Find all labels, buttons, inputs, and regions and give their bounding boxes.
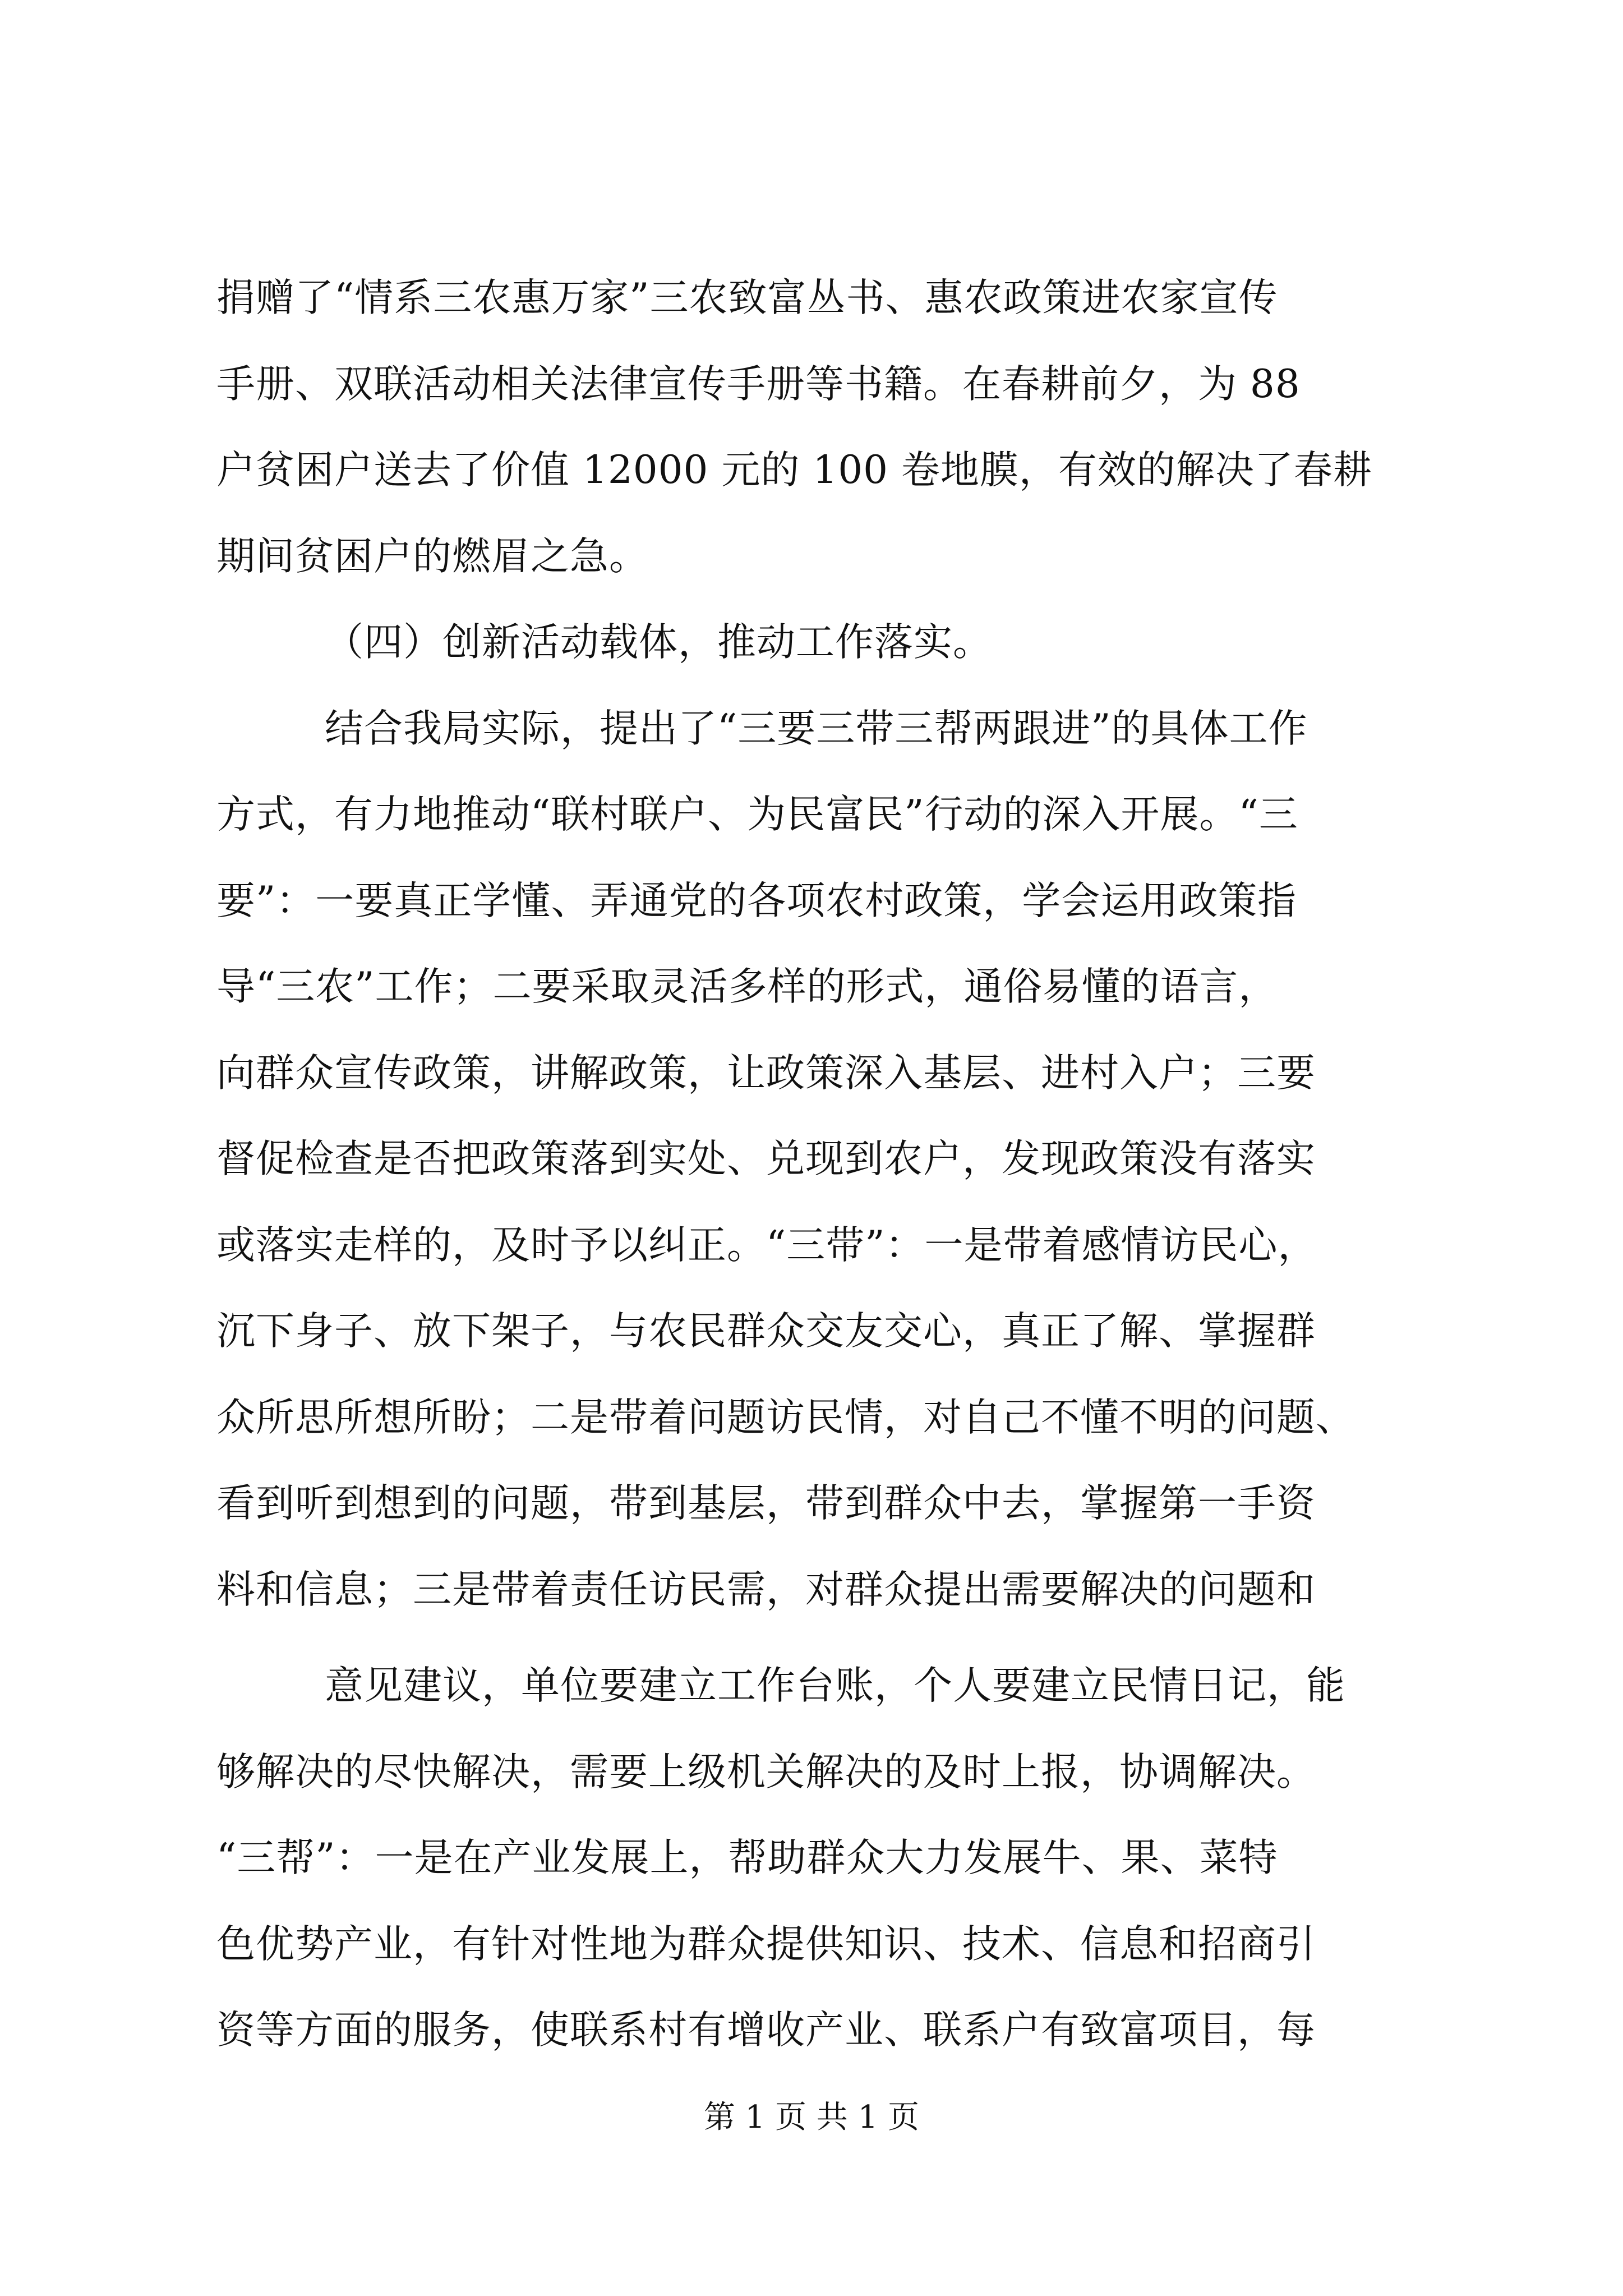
text-line: 结合我局实际，提出了“三要三带三帮两跟进”的具体工作 [325,706,1308,751]
text-line: 户贫困户送去了价值 12000 元的 100 卷地膜，有效的解决了春耕 [216,448,1372,493]
section-heading: （四）创新活动载体，推动工作落实。 [325,620,992,665]
text-line: 够解决的尽快解决，需要上级机关解决的及时上报，协调解决。 [216,1749,1316,1795]
text-line: 捐赠了“情系三农惠万家”三农致富丛书、惠农政策进农家宣传 [216,275,1278,320]
text-line: 或落实走样的，及时予以纠正。“三带”：一是带着感情访民心， [216,1222,1317,1268]
text-line: 众所思所想所盼；二是带着问题访民情，对自己不懂不明的问题、 [216,1395,1355,1440]
text-line: 资等方面的服务，使联系村有增收产业、联系户有致富项目，每 [216,2008,1316,2053]
text-line: 沉下身子、放下架子，与农民群众交友交心，真正了解、掌握群 [216,1309,1316,1354]
text-line: 料和信息；三是带着责任访民需，对群众提出需要解决的问题和 [216,1567,1316,1612]
text-line: 向群众宣传政策，讲解政策，让政策深入基层、进村入户；三要 [216,1050,1316,1096]
page-footer [0,2095,1623,2140]
text-line: “三帮”：一是在产业发展上，帮助群众大力发展牛、果、菜特 [216,1835,1278,1880]
document-body [216,255,1417,2074]
page-number-label: 第 1 页 共 1 页 [703,2099,920,2136]
text-line: 意见建议，单位要建立工作台账，个人要建立民情日记，能 [325,1663,1345,1708]
text-line: 看到听到想到的问题，带到基层，带到群众中去，掌握第一手资 [216,1481,1316,1526]
text-line: 方式，有力地推动“联村联户、为民富民”行动的深入开展。“三 [216,792,1298,837]
text-line: 要”：一要真正学懂、弄通党的各项农村政策，学会运用政策指 [216,878,1297,923]
text-line: 期间贫困户的燃眉之急。 [216,533,648,579]
text-line: 督促检查是否把政策落到实处、兑现到农户，发现政策没有落实 [216,1137,1316,1181]
text-line: 色优势产业，有针对性地为群众提供知识、技术、信息和招商引 [216,1921,1316,1967]
text-line: 手册、双联活动相关法律宣传手册等书籍。在春耕前夕，为 88 [216,361,1301,407]
text-line: 导“三农”工作；二要采取灵活多样的形式，通俗易懂的语言， [216,964,1278,1009]
